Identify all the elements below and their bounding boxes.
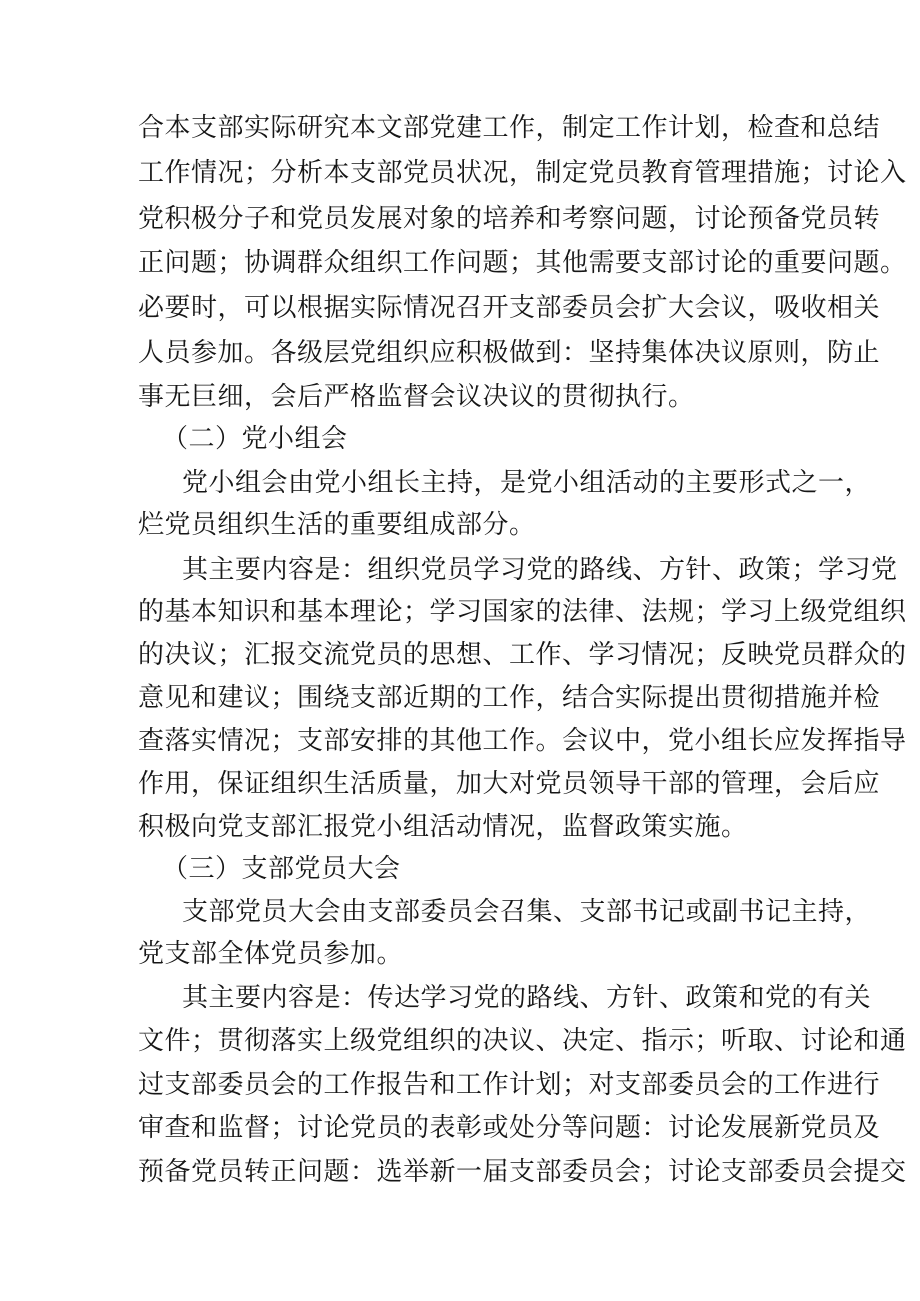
text-line: 烂党员组织生活的重要组成部分。 bbox=[138, 510, 536, 540]
text-line: 党积极分子和党员发展对象的培养和考察问题，讨论预备党员转 bbox=[138, 204, 881, 234]
text-line: 合本支部实际研究本文部党建工作，制定工作计划，检查和总结 bbox=[138, 113, 881, 143]
text-line: 党支部全体党员参加。 bbox=[138, 939, 404, 969]
text-line: 事无巨细，会后严格监督会议决议的贯彻执行。 bbox=[138, 382, 695, 412]
text-line: 工作情况；分析本支部党员状况，制定党员教育管理措施；讨论入 bbox=[138, 158, 907, 188]
text-line: 人员参加。各级层党组织应积极做到：坚持集体决议原则，防止 bbox=[138, 338, 881, 368]
section-heading: （三）支部党员大会 bbox=[162, 854, 401, 884]
text-line: 预备党员转正问题：选举新一届支部委员会；讨论支部委员会提交 bbox=[138, 1157, 907, 1187]
text-line: 正问题；协调群众组织工作问题；其他需要支部讨论的重要问题。 bbox=[138, 248, 907, 278]
text-line: 的基本知识和基本理论；学习国家的法律、法规；学习上级党组织 bbox=[138, 597, 907, 627]
text-line: 过支部委员会的工作报告和工作计划；对支部委员会的工作进行 bbox=[138, 1070, 881, 1100]
text-line: 审查和监督；讨论党员的表彰或处分等问题：讨论发展新党员及 bbox=[138, 1113, 881, 1143]
text-line: 其主要内容是：组织党员学习党的路线、方针、政策；学习党 bbox=[182, 555, 898, 585]
text-line: 必要时，可以根据实际情况召开支部委员会扩大会议，吸收相关 bbox=[138, 293, 881, 323]
text-line: 文件；贯彻落实上级党组织的决议、决定、指示；听取、讨论和通 bbox=[138, 1026, 907, 1056]
text-line: 党小组会由党小组长主持，是党小组活动的主要形式之一， bbox=[182, 468, 872, 498]
text-line: 支部党员大会由支部委员会召集、支部书记或副书记主持， bbox=[182, 897, 872, 927]
text-line: 其主要内容是：传达学习党的路线、方针、政策和党的有关 bbox=[182, 983, 872, 1013]
section-heading: （二）党小组会 bbox=[162, 424, 348, 454]
text-line: 积极向党支部汇报党小组活动情况，监督政策实施。 bbox=[138, 812, 748, 842]
text-line: 的决议；汇报交流党员的思想、工作、学习情况；反映党员群众的 bbox=[138, 640, 907, 670]
text-line: 查落实情况；支部安排的其他工作。会议中，党小组长应发挥指导 bbox=[138, 726, 907, 756]
text-line: 意见和建议；围绕支部近期的工作，结合实际提出贯彻措施并检 bbox=[138, 683, 881, 713]
text-line: 作用，保证组织生活质量，加大对党员领导干部的管理，会后应 bbox=[138, 769, 881, 799]
